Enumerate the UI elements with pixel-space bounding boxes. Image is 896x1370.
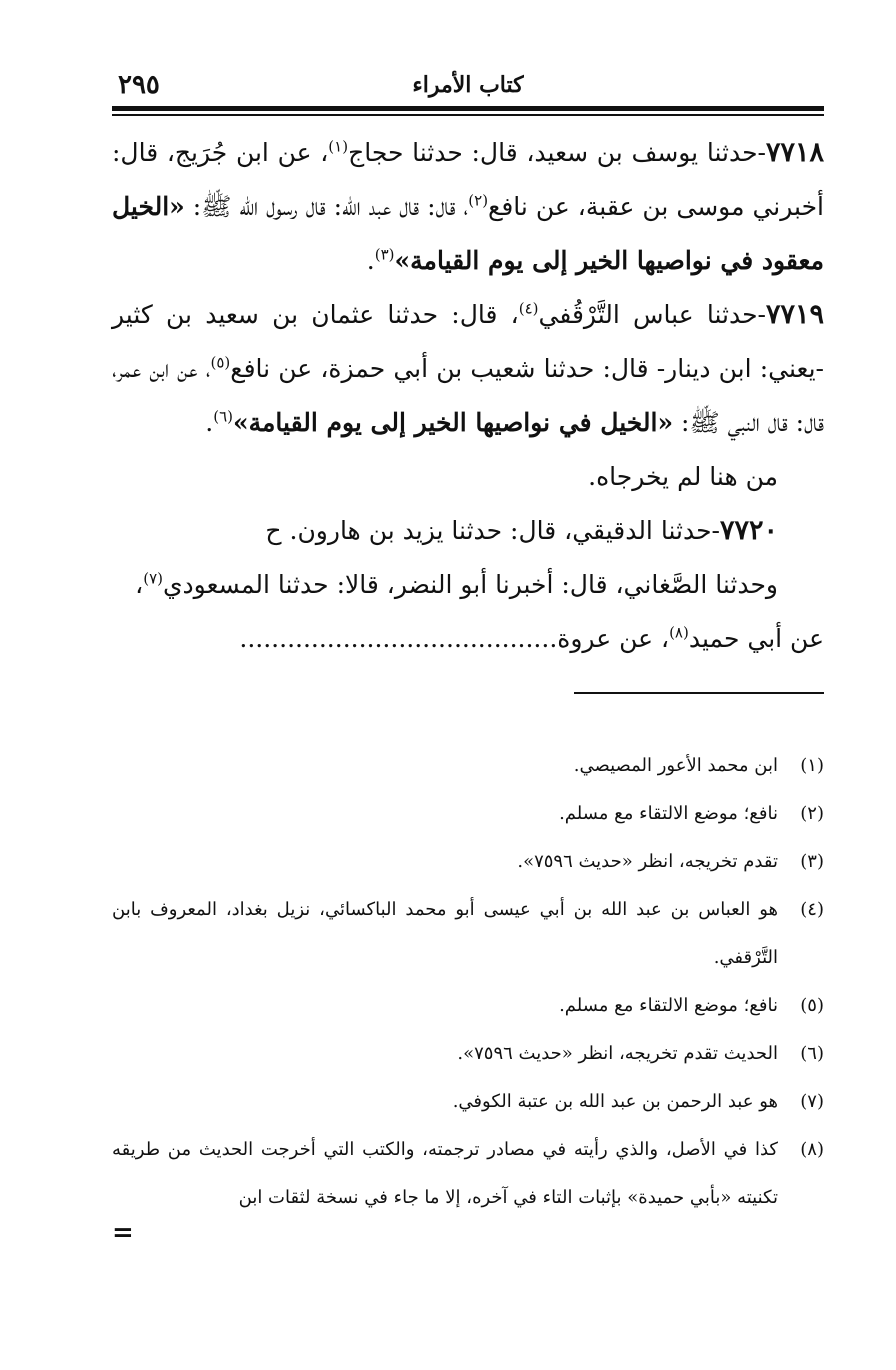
- hadith-7720-line3: [112, 612, 824, 666]
- footnote: [112, 838, 824, 886]
- footnote-mark: (٣): [800, 851, 824, 872]
- text-run: ، عن عروة: [557, 624, 670, 653]
- continuation-mark: =: [112, 1218, 134, 1248]
- editor-note: من هنا لم يخرجاه.: [588, 462, 778, 491]
- footnote-ref: (٨): [669, 623, 689, 642]
- text-run: ، عن ابن جُرَيج، قال: أخبرني موسى بن عقبة، عن نافع: [112, 138, 824, 221]
- page-header: [112, 72, 824, 108]
- footnote-ref: (١): [328, 137, 349, 156]
- text-run: ،: [135, 570, 144, 599]
- hadith-number: ٧٧٢٠: [719, 515, 778, 546]
- footnote-separator: [574, 692, 824, 694]
- hadith-number: ٧٧١٨: [765, 137, 824, 168]
- text-run: -حدثنا يوسف بن سعيد، قال: حدثنا حجاج: [348, 138, 766, 167]
- chapter-title: كتاب الأمراء: [412, 72, 524, 98]
- hadith-7719: [112, 288, 824, 450]
- footnote-mark: (٥): [800, 995, 824, 1016]
- footnote-mark: (٤): [800, 899, 824, 920]
- hadith-7720-line2: [112, 558, 824, 612]
- text-run: -حدثنا الدقيقي، قال: حدثنا يزيد بن هارون. ح: [265, 516, 720, 545]
- header-rule-thick: [112, 106, 824, 111]
- footnote-ref: (٧): [143, 569, 163, 588]
- hadith-matn: «الخيل معقود في نواصيها الخير إلى يوم القيامة»: [112, 192, 824, 275]
- footnote-ref: (٤): [518, 299, 539, 318]
- hadith-7718: [112, 126, 824, 288]
- footnote-mark: (٦): [800, 1043, 824, 1064]
- footnote-text: هو عبد الرحمن بن عبد الله بن عتبة الكوفي.: [452, 1091, 778, 1112]
- text-run: ، قال: قال عبد الله: قال رسول الله ﷺ:: [184, 192, 469, 221]
- footnote-ref: (٦): [213, 407, 233, 426]
- footnote-text: الحديث تقدم تخريجه، انظر «حديث ٧٥٩٦».: [457, 1043, 778, 1064]
- footnote-ref: (٥): [210, 353, 231, 372]
- footnote: [112, 886, 824, 982]
- text-run: عن أبي حميد: [688, 624, 824, 653]
- footnote-ref: (٢): [468, 191, 489, 210]
- continuation-dots: ........................................: [239, 624, 558, 653]
- text-run: وحدثنا الصَّغاني، قال: أخبرنا أبو النضر، قالا: حدثنا المسعودي: [162, 570, 778, 599]
- footnote-text: نافع؛ موضع الالتقاء مع مسلم.: [559, 803, 778, 824]
- footnote-mark: (١): [800, 755, 824, 776]
- footnote-mark: (٧): [800, 1091, 824, 1112]
- footnote: [112, 1030, 824, 1078]
- footnote-text: كذا في الأصل، والذي رأيته في مصادر ترجمته، والكتب التي أخرجت الحديث من طريقه تكنيته «بأبي حميدة» بإثبات التاء في آخره، إلا ما جاء في نسخة لثقات ابن: [112, 1139, 778, 1208]
- footnote: [112, 1078, 824, 1126]
- page-number: ٢٩٥: [118, 70, 160, 100]
- footnote: [112, 790, 824, 838]
- text-run: -حدثنا عباس التَّرْقُفي: [538, 300, 766, 329]
- hadith-matn: «الخيل في نواصيها الخير إلى يوم القيامة»: [232, 408, 674, 437]
- footnote-mark: (٢): [800, 803, 824, 824]
- footnote-mark: (٨): [800, 1139, 824, 1160]
- main-text: [112, 126, 824, 666]
- text-run: .: [366, 246, 375, 275]
- text-run: ، قال: حدثنا عثمان بن سعيد بن كثير -يعني: ابن دينار- قال: حدثنا شعيب بن أبي حمزة، عن نافع: [112, 300, 824, 383]
- footnote-text: تقدم تخريجه، انظر «حديث ٧٥٩٦».: [517, 851, 778, 872]
- footnote-text: هو العباس بن عبد الله بن أبي عيسى أبو محمد الباكسائي، نزيل بغداد، المعروف بابن التَّرْقفي.: [112, 899, 778, 968]
- hadith-7720-line1: [112, 504, 824, 558]
- footnote-ref: (٣): [374, 245, 395, 264]
- hadith-number: ٧٧١٩: [766, 299, 825, 330]
- footnote-text: ابن محمد الأعور المصيصي.: [573, 755, 778, 776]
- footnote: [112, 1126, 824, 1222]
- header-rule-thin: [112, 114, 824, 116]
- footnote: [112, 742, 824, 790]
- text-run: .: [205, 408, 214, 437]
- text-run: ، عن ابن عمر، قال: قال النبي ﷺ:: [112, 354, 824, 437]
- footnote-text: نافع؛ موضع الالتقاء مع مسلم.: [559, 995, 778, 1016]
- footnotes: [112, 742, 824, 1222]
- footnote: [112, 982, 824, 1030]
